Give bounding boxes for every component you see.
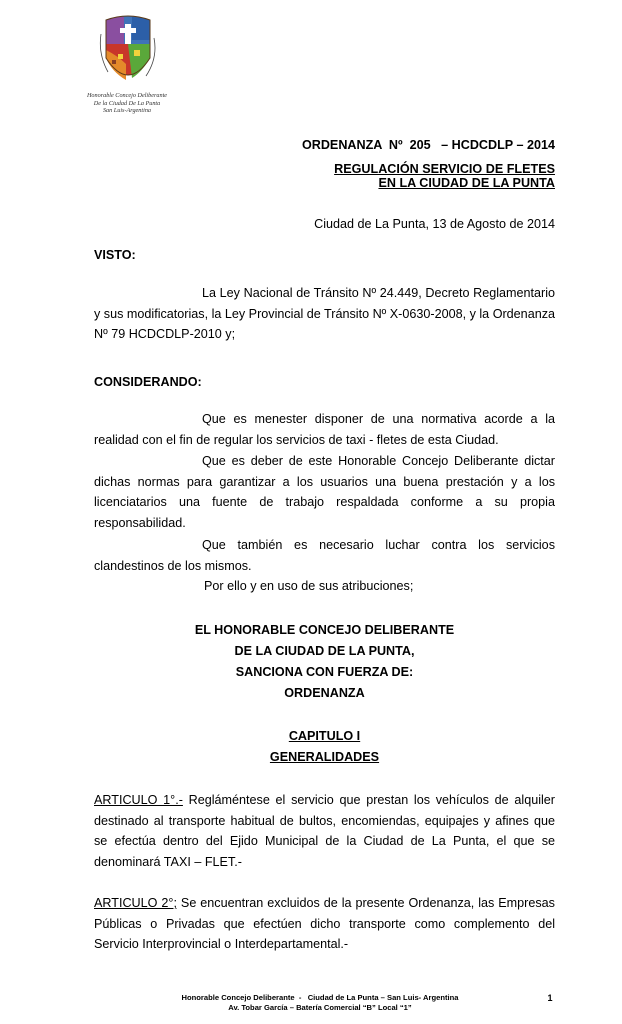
- document-date: Ciudad de La Punta, 13 de Agosto de 2014: [314, 217, 555, 231]
- considerando-paragraph-4: Por ello y en uso de sus atribuciones;: [204, 579, 414, 593]
- chapter-subtitle: GENERALIDADES: [269, 750, 380, 764]
- enactment-line-1: EL HONORABLE CONCEJO DELIBERANTE: [194, 623, 455, 637]
- seal-caption-line: De la Ciudad De La Punta: [93, 99, 161, 107]
- subject-line-1: REGULACIÓN SERVICIO DE FLETES: [334, 162, 555, 176]
- article-2: [94, 893, 555, 955]
- ordinance-number: ORDENANZA Nº 205 – HCDCDLP – 2014: [301, 138, 555, 152]
- enactment-line-2: DE LA CIUDAD DE LA PUNTA,: [234, 644, 415, 658]
- considerando-paragraph-1: Que es menester disponer de una normativa acorde a la realidad con el fin de regular los servicios de taxi - fletes de esta Ciudad.: [94, 412, 555, 447]
- enactment-line-3: SANCIONA CON FUERZA DE:: [235, 665, 414, 679]
- article-2-label: ARTICULO 2°;: [94, 896, 177, 910]
- council-seal-graphic: [98, 14, 158, 90]
- page-number: 1: [547, 993, 553, 1003]
- visto-heading: VISTO:: [94, 248, 136, 262]
- article-1-text: Regláméntese el servicio que prestan los vehículos de alquiler destinado al transporte habitual de bultos, encomiendas, equipajes y afines que se efectúa dentro del Ejido Municipal de la Ciudad de La Punta, el que se denominará TAXI – FLET.-: [94, 793, 555, 869]
- seal-caption: [72, 92, 182, 115]
- footer-line-1: Honorable Concejo Deliberante - Ciudad de La Punta – San Luis- Argentina: [181, 993, 459, 1002]
- article-1-label: ARTICULO 1°.-: [94, 793, 183, 807]
- article-2-text: Se encuentran excluidos de la presente Ordenanza, las Empresas Públicas o Privadas que efectúen dicho transporte como complemento del Servicio Interprovincial o Interdepartamental.-: [94, 896, 555, 951]
- subject-line-2: EN LA CIUDAD DE LA PUNTA: [378, 176, 555, 190]
- chapter-title: CAPITULO I: [288, 729, 361, 743]
- considerando-paragraph-3: Que también es necesario luchar contra los servicios clandestinos de los mismos.: [94, 538, 555, 573]
- seal-caption-line: Honorable Concejo Deliberante: [86, 92, 168, 99]
- footer-line-2: Av. Tobar García – Batería Comercial “B” Local “1”: [228, 1002, 412, 1012]
- footer-address: [120, 993, 520, 1012]
- considerando-paragraph-2: Que es deber de este Honorable Concejo Deliberante dictar dichas normas para garantizar a los usuarios una buena prestación y a los licenciatarios una fuente de trabajo respaldada conforme a su propia responsabilidad.: [94, 454, 555, 530]
- visto-paragraph: La Ley Nacional de Tránsito Nº 24.449, Decreto Reglamentario y sus modificatorias, la Ley Provincial de Tránsito Nº X-0630-2008, y la Ordenanza Nº 79 HCDCDLP-2010 y;: [94, 286, 555, 341]
- article-1: [94, 790, 555, 872]
- council-seal: [98, 14, 158, 104]
- considerando-heading: CONSIDERANDO:: [94, 375, 202, 389]
- enactment-line-4: ORDENANZA: [284, 686, 365, 700]
- seal-caption-line: San Luis-Argentina: [102, 107, 152, 115]
